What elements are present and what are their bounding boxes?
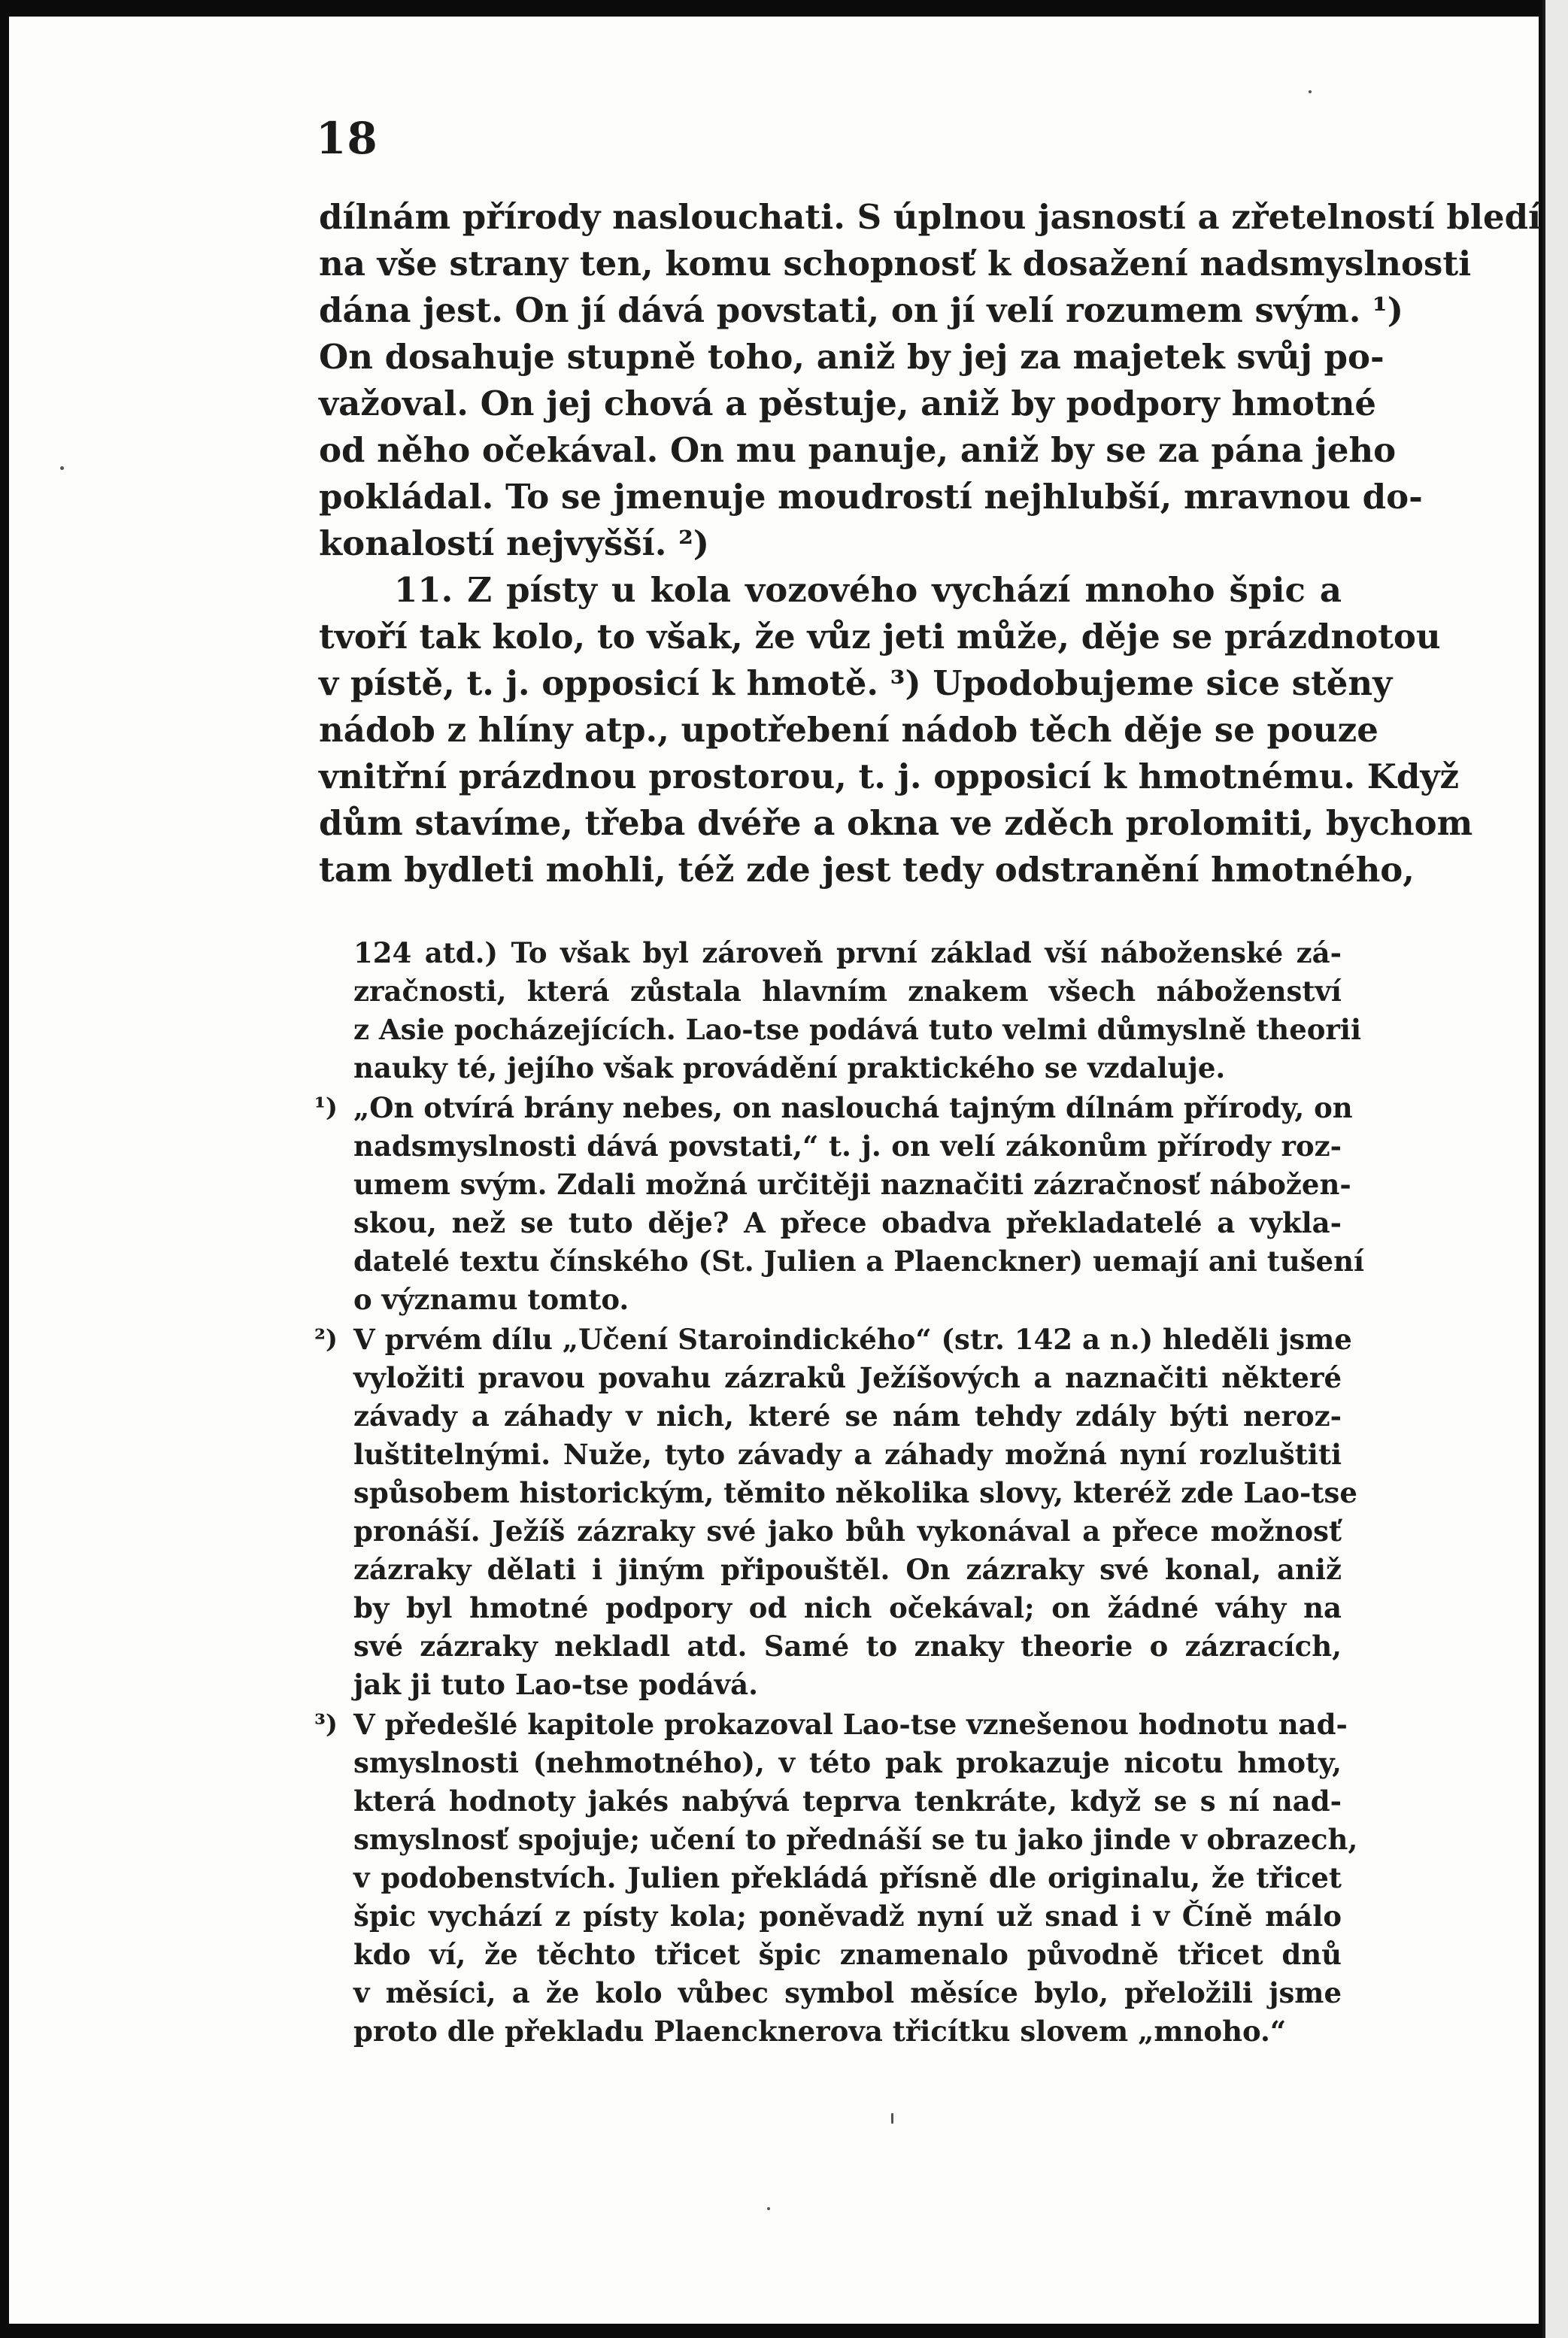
footnotes (314, 934, 1365, 2052)
footnote-line: závady a záhady v nich, které se nám tehdy zdály býti neroz- (353, 1399, 1342, 1433)
main-text (319, 194, 1542, 893)
footnote-line: pronáší. Ježíš zázraky své jako bůh vykonával a přece možnosť (353, 1515, 1342, 1548)
footnote-line: nadsmyslnosti dává povstati,“ t. j. on velí zákonům přírody roz- (353, 1130, 1342, 1163)
text-line: konalostí nejvyšší. ²) (319, 523, 710, 563)
paragraph-start: 11. Z písty u kola vozového vychází mnoho špic a (394, 570, 1342, 610)
text-line: pokládal. To se jmenuje moudrostí nejhlubší, mravnou do- (319, 477, 1423, 517)
scan-speck (891, 2113, 893, 2124)
footnote-line: jak ji tuto Lao-tse podává. (353, 1668, 758, 1701)
footnote-line: „On otvírá brány nebes, on naslouchá tajným dílnám přírody, on (353, 1091, 1353, 1124)
footnote-line: V prvém dílu „Učení Staroindického“ (str. 142 a n.) hleděli jsme (353, 1323, 1352, 1356)
book-edge (1542, 0, 1568, 2338)
footnote-line: své zázraky nekladl atd. Samé to znaky theorie o zázracích, (353, 1630, 1342, 1663)
text-line: dům stavíme, třeba dvéře a okna ve zděch prolomiti, bychom (319, 803, 1473, 843)
footnote-line: skou, než se tuto děje? A přece obadva překladatelé a vykla- (353, 1206, 1342, 1239)
page-number: 18 (316, 113, 378, 164)
footnote-line: v podobenstvích. Julien překládá přísně dle originalu, že třicet (353, 1861, 1342, 1894)
text-line: v pístě, t. j. opposicí k hmotě. ³) Upodobujeme sice stěny (319, 663, 1393, 703)
footnote-line: nauky té, jejího však provádění praktického se vzdaluje. (353, 1051, 1226, 1084)
footnote-2 (314, 1321, 1357, 1704)
scan-speck (60, 466, 64, 470)
text-line: tvoří tak kolo, to však, že vůz jeti může, děje se prázdnotou (319, 617, 1441, 657)
footnote-line: datelé textu čínského (St. Julien a Plaenckner) uemají ani tušení (353, 1245, 1365, 1278)
footnote-line: kdo ví, že těchto třicet špic znamenalo původně třicet dnů (353, 1938, 1342, 1971)
text-line: On dosahuje stupně toho, aniž by jej za majetek svůj po- (319, 337, 1385, 377)
text-line: važoval. On jej chová a pěstuje, aniž by podpory hmotné (319, 384, 1377, 423)
footnote-line: která hodnoty jakés nabývá teprva tenkráte, když se s ní nad- (353, 1785, 1342, 1818)
footnote-line: umem svým. Zdali možná určitěji naznačiti zázračnosť nábožen- (353, 1168, 1351, 1201)
text-line: dílnám přírody naslouchati. S úplnou jasností a zřetelností bledí (319, 197, 1542, 237)
footnote-line: smyslnosti (nehmotného), v této pak prokazuje nicotu hmoty, (353, 1746, 1342, 1779)
text-line: na vše strany ten, komu schopnosť k dosažení nadsmyslnosti (319, 244, 1472, 284)
footnote-line: zračnosti, která zůstala hlavním znakem všech náboženství (353, 975, 1342, 1008)
text-line: tam bydleti mohli, též zde jest tedy odstranění hmotného, (319, 850, 1415, 890)
footnote-line: v měsíci, a že kolo vůbec symbol měsíce bylo, přeložili jsme (353, 1976, 1342, 2009)
footnote-mark: ³) (314, 1709, 338, 1739)
footnote-line: proto dle překladu Plaencknerova třicítku slovem „mnoho.“ (353, 2015, 1287, 2048)
footnote-line: smyslnosť spojuje; učení to přednáší se tu jako jinde v obrazech, (353, 1823, 1358, 1856)
footnote-line: vyložiti pravou povahu zázraků Ježíšových a naznačiti některé (353, 1361, 1342, 1394)
footnote-line: spůsobem historickým, těmito několika slovy, kteréž zde Lao-tse (353, 1476, 1357, 1509)
text-line: dána jest. On jí dává povstati, on jí velí rozumem svým. ¹) (319, 290, 1404, 330)
footnote-mark: ²) (314, 1324, 338, 1354)
scan-speck (767, 2207, 770, 2210)
footnote-line: V předešlé kapitole prokazoval Lao-tse vznešenou hodnotu nad- (353, 1708, 1348, 1741)
footnote-line: luštitelnými. Nuže, tyto závady a záhady možná nyní rozluštiti (353, 1438, 1342, 1471)
footnote-line: by byl hmotné podpory od nich očekával; on žádné váhy na (353, 1591, 1342, 1624)
text-line: nádob z hlíny atp., upotřebení nádob těch děje se pouze (319, 710, 1378, 750)
footnote-line: 124 atd.) To však byl zároveň první základ vší náboženské zá- (353, 936, 1342, 969)
footnote-1 (314, 1089, 1365, 1319)
footnote-3 (314, 1706, 1358, 2051)
footnote-mark: ¹) (314, 1093, 338, 1123)
footnote-line: zázraky dělati i jiným připouštěl. On zázraky své konal, aniž (353, 1553, 1342, 1586)
footnote-line: z Asie pocházejících. Lao-tse podává tuto velmi důmyslně theorii (353, 1013, 1362, 1046)
footnote-line: špic vychází z písty kola; poněvadž nyní už snad i v Číně málo (353, 1900, 1342, 1933)
scan-speck (1309, 90, 1312, 93)
footnote-line: o významu tomto. (353, 1283, 629, 1316)
text-line: vnitřní prázdnou prostorou, t. j. opposicí k hmotnému. Když (319, 757, 1460, 796)
footnote-continued (353, 934, 1362, 1087)
text-line: od něho očekával. On mu panuje, aniž by se za pána jeho (319, 430, 1397, 470)
